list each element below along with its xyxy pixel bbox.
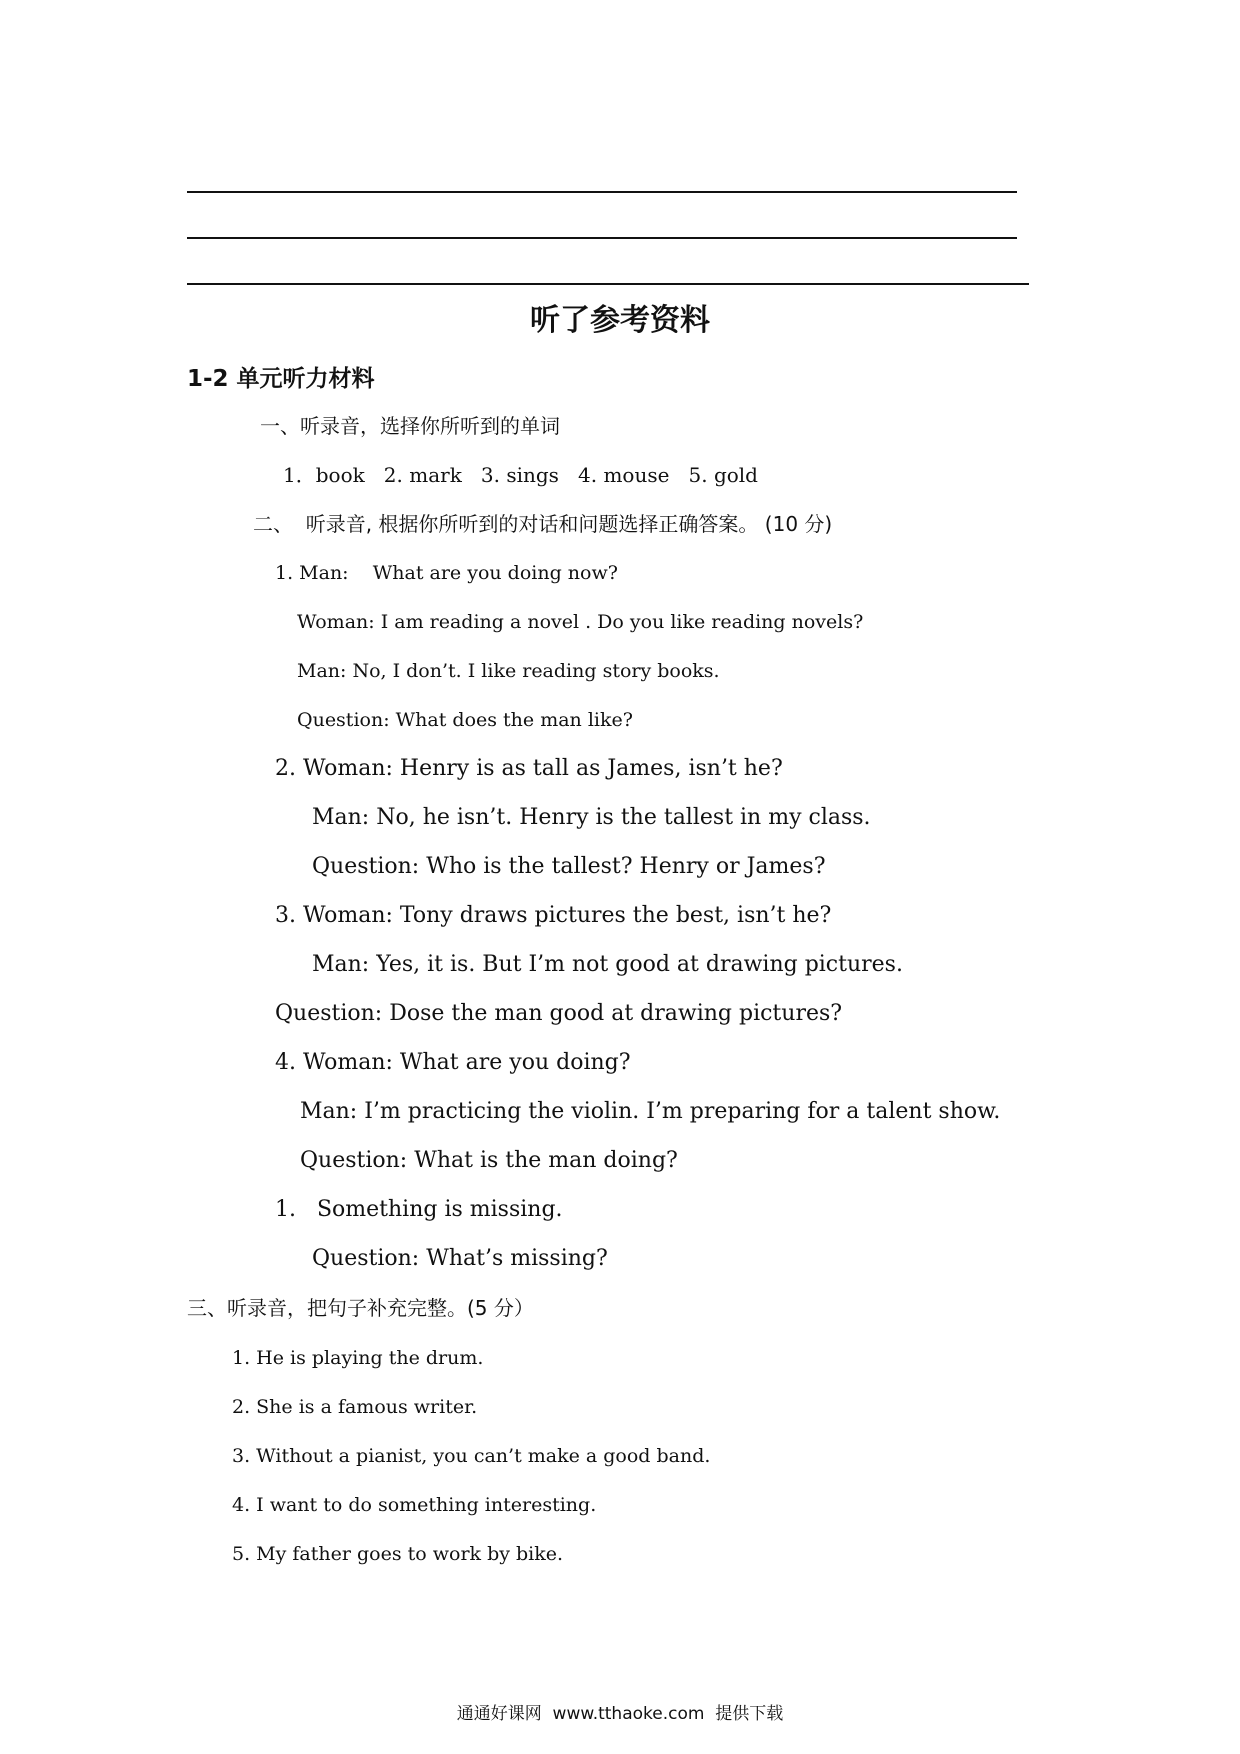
sentence-line: 4. I want to do something interesting. — [232, 1494, 597, 1516]
section3-title: 三、听录音，把句子补充完整。(5 分） — [187, 1296, 534, 1320]
answer-line-1 — [187, 191, 1017, 193]
dialog-line: Man: No, he isn’t. Henry is the tallest in my class. — [312, 805, 871, 830]
dialog-line: Question: What does the man like? — [297, 709, 633, 731]
answer-line-2 — [187, 237, 1017, 239]
dialog-line: Man: Yes, it is. But I’m not good at drawing pictures. — [312, 952, 903, 977]
section1-words: 1．book 2. mark 3. sings 4. mouse 5. gold — [283, 463, 758, 487]
dialog-line: Man: I’m practicing the violin. I’m preparing for a talent show. — [300, 1099, 1001, 1124]
sentence-line: 1. He is playing the drum. — [232, 1347, 484, 1369]
dialog-line: Woman: I am reading a novel . Do you like reading novels? — [297, 611, 864, 633]
dialog-line: Question: What is the man doing? — [300, 1148, 678, 1173]
dialog-line: Man: No, I don’t. I like reading story books. — [297, 660, 720, 682]
dialog-line: 1. Something is missing. — [275, 1197, 563, 1222]
dialog-line: 4. Woman: What are you doing? — [275, 1050, 631, 1075]
dialog-line: 3. Woman: Tony draws pictures the best, isn’t he? — [275, 903, 832, 928]
section1-title: 一、听录音，选择你所听到的单词 — [260, 414, 560, 438]
sentence-line: 3. Without a pianist, you can’t make a good band. — [232, 1445, 711, 1467]
dialog-line: 2. Woman: Henry is as tall as James, isn’t he? — [275, 756, 783, 781]
footer-text: 通通好课网 www.tthaoke.com 提供下载 — [456, 1704, 784, 1724]
sentence-line: 5. My father goes to work by bike. — [232, 1543, 564, 1565]
dialog-line: Question: Who is the tallest? Henry or James? — [312, 854, 826, 879]
dialog-line: 1. Man: What are you doing now? — [275, 562, 618, 584]
unit-title: 1-2 单元听力材料 — [187, 366, 375, 392]
section2-title: 二、 听录音, 根据你所听到的对话和问题选择正确答案。 (10 分) — [253, 512, 833, 536]
sentence-line: 2. She is a famous writer. — [232, 1396, 478, 1418]
dialog-line: Question: What’s missing? — [312, 1246, 608, 1271]
dialog-line: Question: Dose the man good at drawing pictures? — [275, 1001, 843, 1026]
answer-line-3 — [187, 283, 1029, 285]
page-title: 听了参考资料 — [530, 303, 710, 338]
